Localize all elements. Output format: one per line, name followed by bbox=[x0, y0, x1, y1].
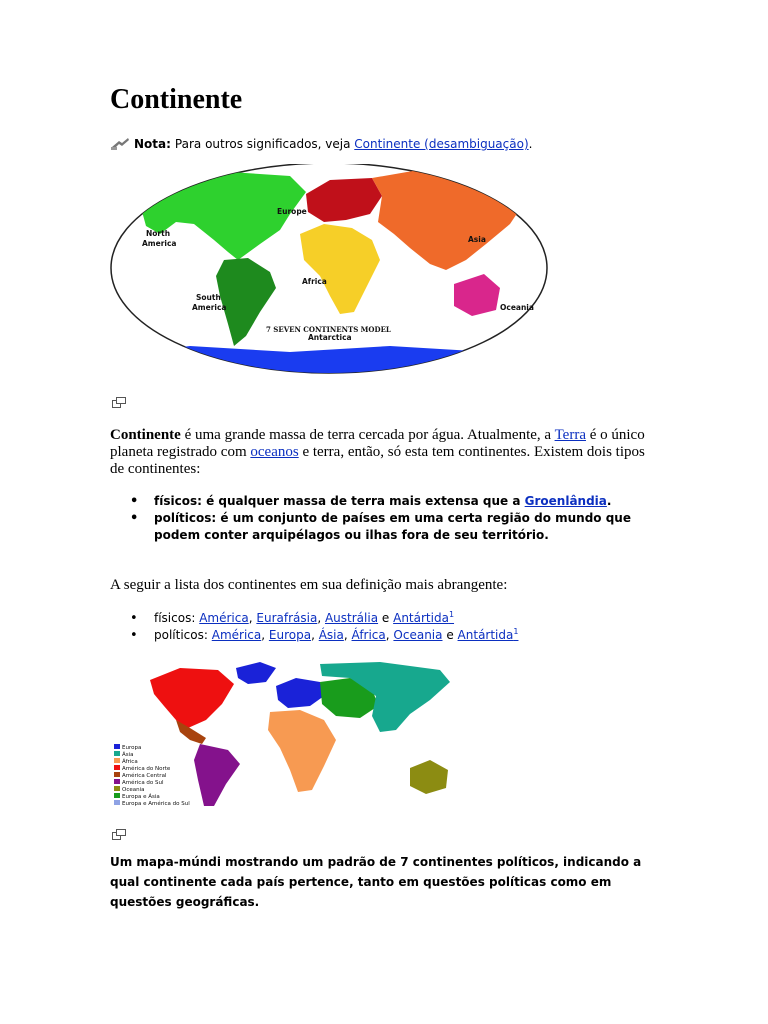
legend-label: Europa e Ásia bbox=[122, 794, 160, 800]
oceania-link[interactable]: Oceania bbox=[393, 628, 443, 642]
legend-label: América Central bbox=[122, 773, 167, 779]
label-asia: Asia bbox=[468, 235, 486, 244]
note-icon bbox=[110, 137, 130, 151]
legend-label: América do Norte bbox=[122, 766, 171, 772]
label-oceania: Oceania bbox=[500, 303, 534, 312]
label-north-america-1: North bbox=[146, 229, 171, 238]
political-continents-map bbox=[110, 660, 502, 810]
label-south-america-2: America bbox=[192, 303, 227, 312]
europe-shape bbox=[276, 678, 324, 708]
australia-link[interactable]: Austrália bbox=[324, 611, 379, 625]
note-text: Para outros significados, veja bbox=[174, 137, 351, 151]
label-antarctica: Antarctica bbox=[308, 333, 352, 342]
list-item-fisicos: • físicos: América, Eurafrásia, Austrália e Antártida$^1$ bbox=[110, 610, 670, 627]
america-link[interactable]: América bbox=[199, 611, 249, 625]
disambiguation-note: Nota: Para outros significados, veja Continente (desambiguação) . bbox=[110, 137, 532, 151]
legend-label: África bbox=[122, 759, 138, 765]
groenlandia-link[interactable]: Groenlândia bbox=[524, 494, 607, 508]
map-caption: Um mapa-múndi mostrando um padrão de 7 continentes políticos, indicando a qual continente cada país pertence, tanto em questões políticas como em questões geográficas. bbox=[110, 855, 642, 909]
list-intro: A seguir a lista dos continentes em sua definição mais abrangente: bbox=[110, 577, 508, 593]
label-south-america-1: South bbox=[196, 293, 221, 302]
terra-link[interactable]: Terra bbox=[554, 427, 586, 443]
enlarge-image-icon[interactable] bbox=[112, 829, 126, 840]
oceanos-link[interactable]: oceanos bbox=[250, 444, 299, 460]
continent-types-list bbox=[110, 493, 670, 544]
oceania-shape bbox=[410, 760, 448, 794]
africa-shape bbox=[268, 710, 336, 792]
list-item: • físicos: é qualquer massa de terra mais extensa que a Groenlândia. bbox=[110, 493, 670, 510]
seven-continents-map bbox=[110, 164, 548, 378]
europa-link[interactable]: Europa bbox=[268, 628, 312, 642]
america-link[interactable]: América bbox=[211, 628, 262, 642]
continent-definition-list bbox=[110, 610, 670, 644]
list-item: • políticos: é um conjunto de países em uma certa região do mundo que podem conter arquipélagos ou ilhas fora de seu território. bbox=[110, 510, 670, 544]
page-title: Continente bbox=[110, 84, 243, 115]
enlarge-image-icon[interactable] bbox=[112, 397, 126, 408]
intro-paragraph: Continente é uma grande massa de terra cercada por água. Atualmente, a Terra é o único planeta registrado com oceanos e terra, então, só esta tem continentes. Existem dois tipos de continentes: bbox=[110, 427, 645, 477]
africa-link[interactable]: África bbox=[351, 628, 386, 642]
label-europe: Europe bbox=[277, 207, 307, 216]
legend-label: Europa bbox=[122, 745, 142, 751]
legend-label: América do Sul bbox=[122, 780, 164, 786]
list-item-politicos: • políticos: América, Europa, Ásia, África, Oceania e Antártida$^1$ bbox=[110, 627, 670, 644]
map-model-title: 7 SEVEN CONTINENTS MODEL bbox=[266, 325, 391, 334]
label-north-america-2: America bbox=[142, 239, 177, 248]
disambiguation-link[interactable]: Continente (desambiguação) bbox=[354, 137, 529, 151]
antartida-link[interactable]: Antártida$^1$ bbox=[393, 610, 455, 625]
legend-label: Europa e América do Sul bbox=[122, 801, 190, 807]
legend-label: Oceania bbox=[122, 787, 145, 793]
label-africa: Africa bbox=[302, 277, 327, 286]
note-label: Nota: bbox=[134, 137, 171, 151]
eurafrasia-link[interactable]: Eurafrásia bbox=[256, 611, 318, 625]
greenland-shape bbox=[236, 662, 276, 684]
antartida-link[interactable]: Antártida$^1$ bbox=[457, 627, 519, 642]
asia-link[interactable]: Ásia bbox=[318, 628, 344, 642]
south-america-shape bbox=[194, 744, 240, 806]
legend-label: Ásia bbox=[122, 752, 134, 758]
map-legend bbox=[114, 744, 190, 807]
north-america-shape bbox=[150, 668, 234, 728]
